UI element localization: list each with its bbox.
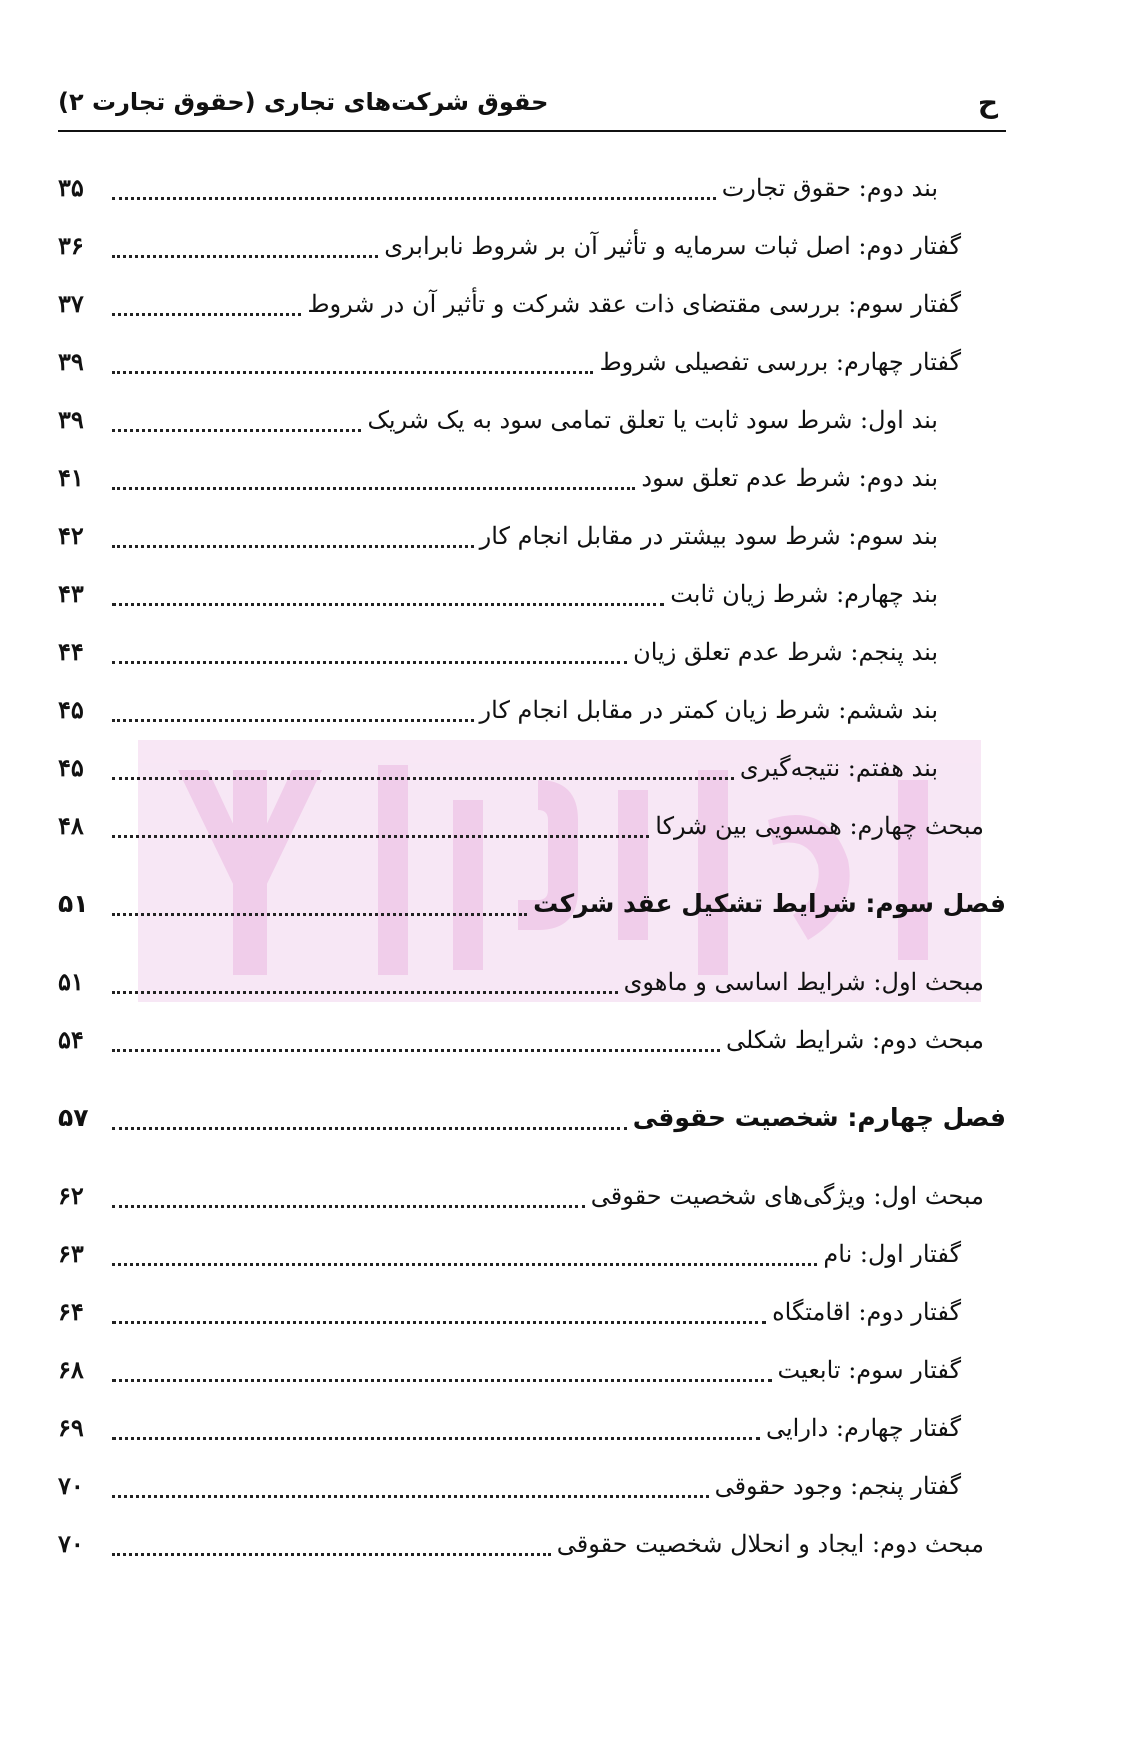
dot-leader (112, 1411, 760, 1440)
toc-entry-page: ۴۱ (58, 463, 84, 492)
toc-entry-label: گفتار چهارم: دارایی (765, 1414, 961, 1442)
dot-leader (112, 809, 649, 838)
toc-entry[interactable] (58, 400, 938, 440)
toc-entry-page: ۶۲ (58, 1181, 84, 1210)
dot-leader (112, 229, 378, 258)
toc-entry-page: ۳۹ (58, 405, 84, 434)
dot-leader (112, 1295, 766, 1324)
toc-entry[interactable] (58, 226, 961, 266)
dot-leader (112, 751, 734, 780)
dot-leader (112, 171, 716, 200)
page-number: ح (977, 86, 998, 119)
toc-entry-page: ۴۵ (58, 753, 84, 782)
toc-entry-page: ۵۴ (58, 1025, 84, 1054)
toc-entry-label: گفتار چهارم: بررسی تفصیلی شروط (599, 348, 961, 376)
toc-entry-label: بند دوم: شرط عدم تعلق سود (641, 464, 938, 492)
running-header-title: حقوق شرکت‌های تجاری (حقوق تجارت ۲) (58, 88, 549, 116)
toc-entry-label: بند سوم: شرط سود بیشتر در مقابل انجام کار (479, 522, 938, 550)
toc-entry-label: مبحث اول: ویژگی‌های شخصیت حقوقی (590, 1182, 984, 1210)
toc-entry-page: ۶۹ (58, 1413, 84, 1442)
toc-entry[interactable] (58, 962, 984, 1002)
toc-entry[interactable] (58, 458, 938, 498)
toc-entry-page: ۳۵ (58, 173, 84, 202)
dot-leader (112, 693, 474, 722)
dot-leader (112, 577, 664, 606)
dot-leader (112, 965, 618, 994)
toc-entry[interactable] (58, 1020, 984, 1060)
toc-entry-page: ۷۰ (58, 1529, 84, 1558)
toc-chapter-page: ۵۱ (58, 889, 89, 918)
dot-leader (112, 345, 593, 374)
toc-entry-label: مبحث دوم: شرایط شکلی (725, 1026, 984, 1054)
running-header (58, 86, 1006, 132)
toc-entry[interactable] (58, 574, 938, 614)
toc-entry[interactable] (58, 516, 938, 556)
toc-entry-label: بند پنجم: شرط عدم تعلق زیان (633, 638, 938, 666)
dot-leader (112, 1101, 627, 1130)
toc-chapter-label: فصل چهارم: شخصیت حقوقی (632, 1103, 1006, 1132)
toc-chapter-entry[interactable] (58, 1098, 1006, 1138)
toc-entry-page: ۴۳ (58, 579, 84, 608)
toc-entry-label: مبحث چهارم: همسویی بین شرکا (655, 812, 984, 840)
toc-chapter-page: ۵۷ (58, 1103, 89, 1132)
dot-leader (112, 1237, 817, 1266)
toc-entry-page: ۶۳ (58, 1239, 84, 1268)
toc-entry-label: گفتار سوم: تابعیت (777, 1356, 961, 1384)
toc-entry[interactable] (58, 1292, 961, 1332)
dot-leader (112, 403, 361, 432)
toc-entry[interactable] (58, 1176, 984, 1216)
toc-entry[interactable] (58, 1466, 961, 1506)
toc-entry-label: گفتار پنجم: وجود حقوقی (714, 1472, 961, 1500)
toc-entry-label: بند اول: شرط سود ثابت یا تعلق تمامی سود به یک شریک (367, 406, 938, 434)
toc-entry-page: ۶۸ (58, 1355, 84, 1384)
toc-entry-label: گفتار اول: نام (823, 1240, 961, 1268)
toc-entry-label: گفتار دوم: اصل ثبات سرمایه و تأثیر آن بر شروط نابرابری (384, 232, 961, 260)
toc-entry-page: ۴۸ (58, 811, 84, 840)
toc-entry[interactable] (58, 342, 961, 382)
dot-leader (112, 1353, 772, 1382)
toc-entry-label: بند ششم: شرط زیان کمتر در مقابل انجام کار (479, 696, 938, 724)
toc-entry[interactable] (58, 284, 961, 324)
toc-entry-label: بند هفتم: نتیجه‌گیری (739, 754, 938, 782)
toc-entry[interactable] (58, 1524, 984, 1564)
dot-leader (112, 1527, 551, 1556)
dot-leader (112, 635, 627, 664)
toc-entry[interactable] (58, 690, 938, 730)
toc-entry[interactable] (58, 168, 938, 208)
dot-leader (112, 1469, 709, 1498)
toc-entry[interactable] (58, 748, 938, 788)
toc-entry-label: گفتار دوم: اقامتگاه (772, 1298, 961, 1326)
dot-leader (112, 1179, 585, 1208)
toc-entry[interactable] (58, 632, 938, 672)
toc-entry-label: گفتار سوم: بررسی مقتضای ذات عقد شرکت و تأثیر آن در شروط (307, 290, 961, 318)
toc-entry-page: ۴۵ (58, 695, 84, 724)
toc-entry-label: مبحث دوم: ایجاد و انحلال شخصیت حقوقی (556, 1530, 984, 1558)
toc-entry[interactable] (58, 1350, 961, 1390)
toc-entry-label: بند چهارم: شرط زیان ثابت (670, 580, 938, 608)
toc-entry-page: ۷۰ (58, 1471, 84, 1500)
dot-leader (112, 1023, 720, 1052)
toc-entry-label: مبحث اول: شرایط اساسی و ماهوی (623, 968, 984, 996)
toc-entry[interactable] (58, 806, 984, 846)
dot-leader (112, 519, 474, 548)
toc-entry-page: ۴۴ (58, 637, 84, 666)
toc-entry-page: ۴۲ (58, 521, 84, 550)
dot-leader (112, 461, 635, 490)
toc-entry-page: ۳۶ (58, 231, 84, 260)
toc-chapter-label: فصل سوم: شرایط تشکیل عقد شرکت (533, 889, 1006, 918)
dot-leader (112, 887, 527, 916)
dot-leader (112, 287, 301, 316)
toc-entry[interactable] (58, 1234, 961, 1274)
toc-entry-page: ۳۷ (58, 289, 84, 318)
toc-entry-label: بند دوم: حقوق تجارت (721, 174, 938, 202)
toc-entry[interactable] (58, 1408, 961, 1448)
toc-chapter-entry[interactable] (58, 884, 1006, 924)
toc-entry-page: ۳۹ (58, 347, 84, 376)
toc-entry-page: ۵۱ (58, 967, 84, 996)
toc-entry-page: ۶۴ (58, 1297, 84, 1326)
